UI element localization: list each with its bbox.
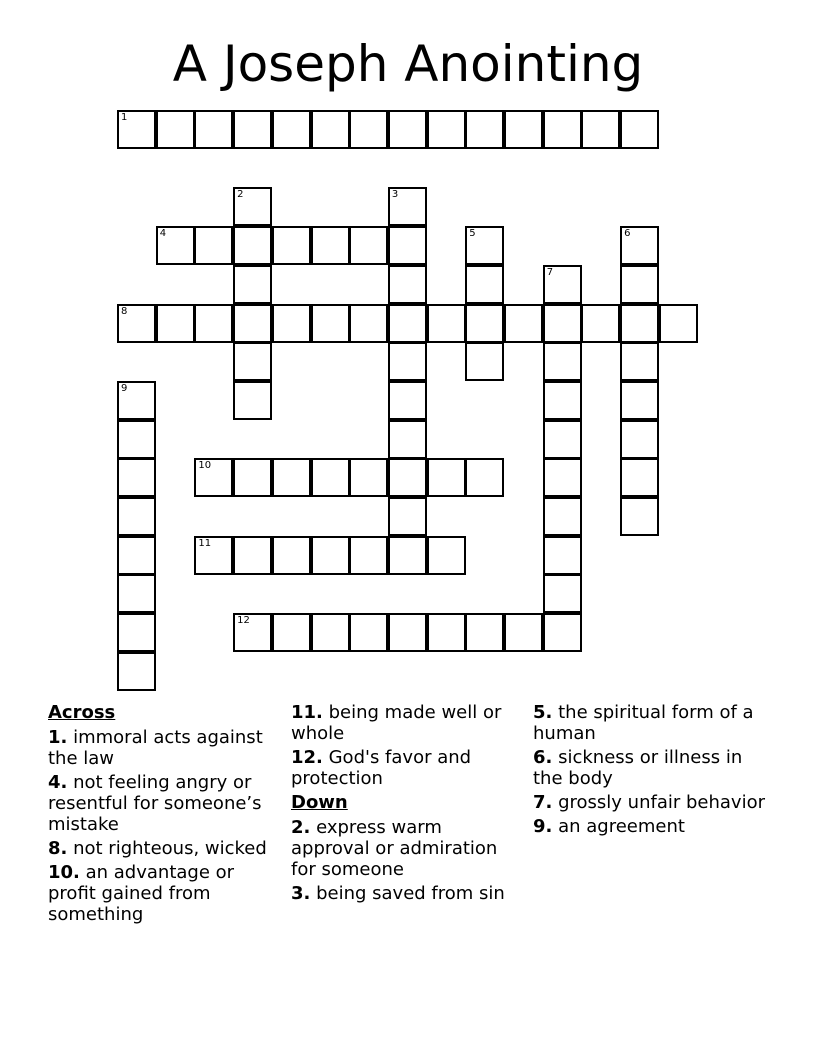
grid-cell[interactable] [233, 613, 272, 652]
grid-cell[interactable] [581, 110, 620, 149]
grid-cell[interactable] [543, 458, 582, 497]
grid-cell[interactable] [388, 420, 427, 459]
grid-cell[interactable] [233, 458, 272, 497]
grid-cell[interactable] [117, 652, 156, 691]
grid-cell[interactable] [504, 613, 543, 652]
grid-cell[interactable] [272, 536, 311, 575]
clue-number: 9 [121, 382, 128, 394]
grid-cell[interactable] [427, 304, 466, 343]
clue-down-3: 3. being saved from sin [291, 883, 505, 904]
clue-down-9: 9. an agreement [533, 816, 685, 837]
grid-cell[interactable] [388, 265, 427, 304]
clue-across-12: 12. God's favor and protection [291, 747, 472, 789]
clue-number: 8 [121, 305, 128, 317]
grid-cell[interactable] [233, 304, 272, 343]
grid-cell[interactable] [117, 110, 156, 149]
grid-cell[interactable] [194, 304, 233, 343]
grid-cell[interactable] [388, 613, 427, 652]
grid-cell[interactable] [620, 110, 659, 149]
grid-cell[interactable] [233, 381, 272, 420]
grid-cell[interactable] [117, 613, 156, 652]
grid-cell[interactable] [427, 110, 466, 149]
grid-cell[interactable] [388, 497, 427, 536]
grid-cell[interactable] [620, 381, 659, 420]
grid-cell[interactable] [659, 304, 698, 343]
clue-down-7: 7. grossly unfair behavior [533, 792, 765, 813]
grid-cell[interactable] [504, 110, 543, 149]
grid-cell[interactable] [620, 304, 659, 343]
grid-cell[interactable] [388, 110, 427, 149]
grid-cell[interactable] [388, 187, 427, 226]
grid-cell[interactable] [233, 265, 272, 304]
grid-cell[interactable] [156, 304, 195, 343]
grid-cell[interactable] [620, 342, 659, 381]
grid-cell[interactable] [543, 613, 582, 652]
grid-cell[interactable] [349, 536, 388, 575]
across-header: Across [48, 702, 116, 723]
grid-cell[interactable] [388, 536, 427, 575]
grid-cell[interactable] [156, 110, 195, 149]
grid-cell[interactable] [465, 226, 504, 265]
grid-cell[interactable] [349, 613, 388, 652]
grid-cell[interactable] [543, 420, 582, 459]
grid-cell[interactable] [349, 458, 388, 497]
clue-number: 11 [198, 537, 212, 549]
grid-cell[interactable] [465, 110, 504, 149]
clue-down-5: 5. the spiritual form of a human [533, 702, 754, 744]
clue-across-1: 1. immoral acts against the law [48, 727, 263, 769]
clue-number: 3 [391, 189, 399, 201]
clue-across-11: 11. being made well or whole [291, 702, 502, 744]
grid-cell[interactable] [117, 497, 156, 536]
grid-cell[interactable] [465, 342, 504, 381]
grid-cell[interactable] [233, 226, 272, 265]
grid-cell[interactable] [620, 497, 659, 536]
grid-cell[interactable] [349, 304, 388, 343]
grid-cell[interactable] [117, 420, 156, 459]
clue-number: 12 [237, 615, 250, 627]
grid-cell[interactable] [311, 613, 350, 652]
grid-cell[interactable] [388, 458, 427, 497]
grid-cell[interactable] [543, 342, 582, 381]
grid-cell[interactable] [117, 304, 156, 343]
grid-cell[interactable] [543, 110, 582, 149]
clue-number: 1 [121, 112, 128, 123]
grid-cell[interactable] [117, 536, 156, 575]
grid-cell[interactable] [581, 304, 620, 343]
grid-cell[interactable] [543, 574, 582, 613]
grid-cell[interactable] [272, 110, 311, 149]
grid-cell[interactable] [465, 265, 504, 304]
clue-across-4: 4. not feeling angry or resentful for someone’s mistake [48, 772, 262, 835]
grid-cell[interactable] [427, 536, 466, 575]
grid-cell[interactable] [311, 458, 350, 497]
grid-cell[interactable] [233, 187, 272, 226]
grid-cell[interactable] [620, 265, 659, 304]
grid-cell[interactable] [272, 613, 311, 652]
grid-cell[interactable] [543, 497, 582, 536]
clue-number: 10 [198, 460, 212, 472]
grid-cell[interactable] [620, 420, 659, 459]
grid-cell[interactable] [194, 536, 233, 575]
clue-across-8: 8. not righteous, wicked [48, 838, 267, 859]
clue-down-2: 2. express warm approval or admiration for someone [291, 817, 498, 880]
grid-cell[interactable] [349, 226, 388, 265]
grid-cell[interactable] [388, 226, 427, 265]
grid-cell[interactable] [543, 265, 582, 304]
grid-cell[interactable] [388, 304, 427, 343]
grid-cell[interactable] [465, 304, 504, 343]
grid-cell[interactable] [388, 342, 427, 381]
clue-number: 5 [469, 228, 476, 240]
grid-cell[interactable] [543, 304, 582, 343]
clue-number: 6 [624, 228, 631, 240]
grid-cell[interactable] [117, 574, 156, 613]
clue-across-10: 10. an advantage or profit gained from something [48, 862, 235, 925]
clue-number: 2 [237, 189, 244, 201]
grid-cell[interactable] [311, 304, 350, 343]
clue-number: 7 [546, 266, 554, 278]
grid-cell[interactable] [543, 536, 582, 575]
grid-cell[interactable] [427, 613, 466, 652]
clue-column-2 [291, 702, 523, 907]
clue-down-6: 6. sickness or illness in the body [533, 747, 743, 789]
grid-cell[interactable] [388, 381, 427, 420]
puzzle-title: A Joseph Anointing [172, 35, 644, 93]
clue-column-1 [48, 702, 280, 928]
grid-cell[interactable] [465, 458, 504, 497]
clue-number: 4 [159, 228, 167, 240]
grid-cell[interactable] [311, 226, 350, 265]
clue-column-3 [533, 702, 765, 840]
grid-cell[interactable] [620, 226, 659, 265]
grid-cell[interactable] [543, 381, 582, 420]
grid-cell[interactable] [311, 110, 350, 149]
grid-cell[interactable] [272, 226, 311, 265]
grid-cell[interactable] [194, 110, 233, 149]
grid-cell[interactable] [233, 110, 272, 149]
grid-cell[interactable] [233, 536, 272, 575]
grid-cell[interactable] [272, 304, 311, 343]
grid-cell[interactable] [156, 226, 195, 265]
grid-cell[interactable] [233, 342, 272, 381]
grid-cell[interactable] [194, 458, 233, 497]
grid-cell[interactable] [349, 110, 388, 149]
grid-cell[interactable] [117, 458, 156, 497]
grid-cell[interactable] [504, 304, 543, 343]
grid-cell[interactable] [620, 458, 659, 497]
grid-cell[interactable] [117, 381, 156, 420]
grid-cell[interactable] [311, 536, 350, 575]
grid-cell[interactable] [272, 458, 311, 497]
grid-cell[interactable] [465, 613, 504, 652]
grid-cell[interactable] [194, 226, 233, 265]
down-header: Down [291, 792, 348, 813]
grid-cell[interactable] [427, 458, 466, 497]
